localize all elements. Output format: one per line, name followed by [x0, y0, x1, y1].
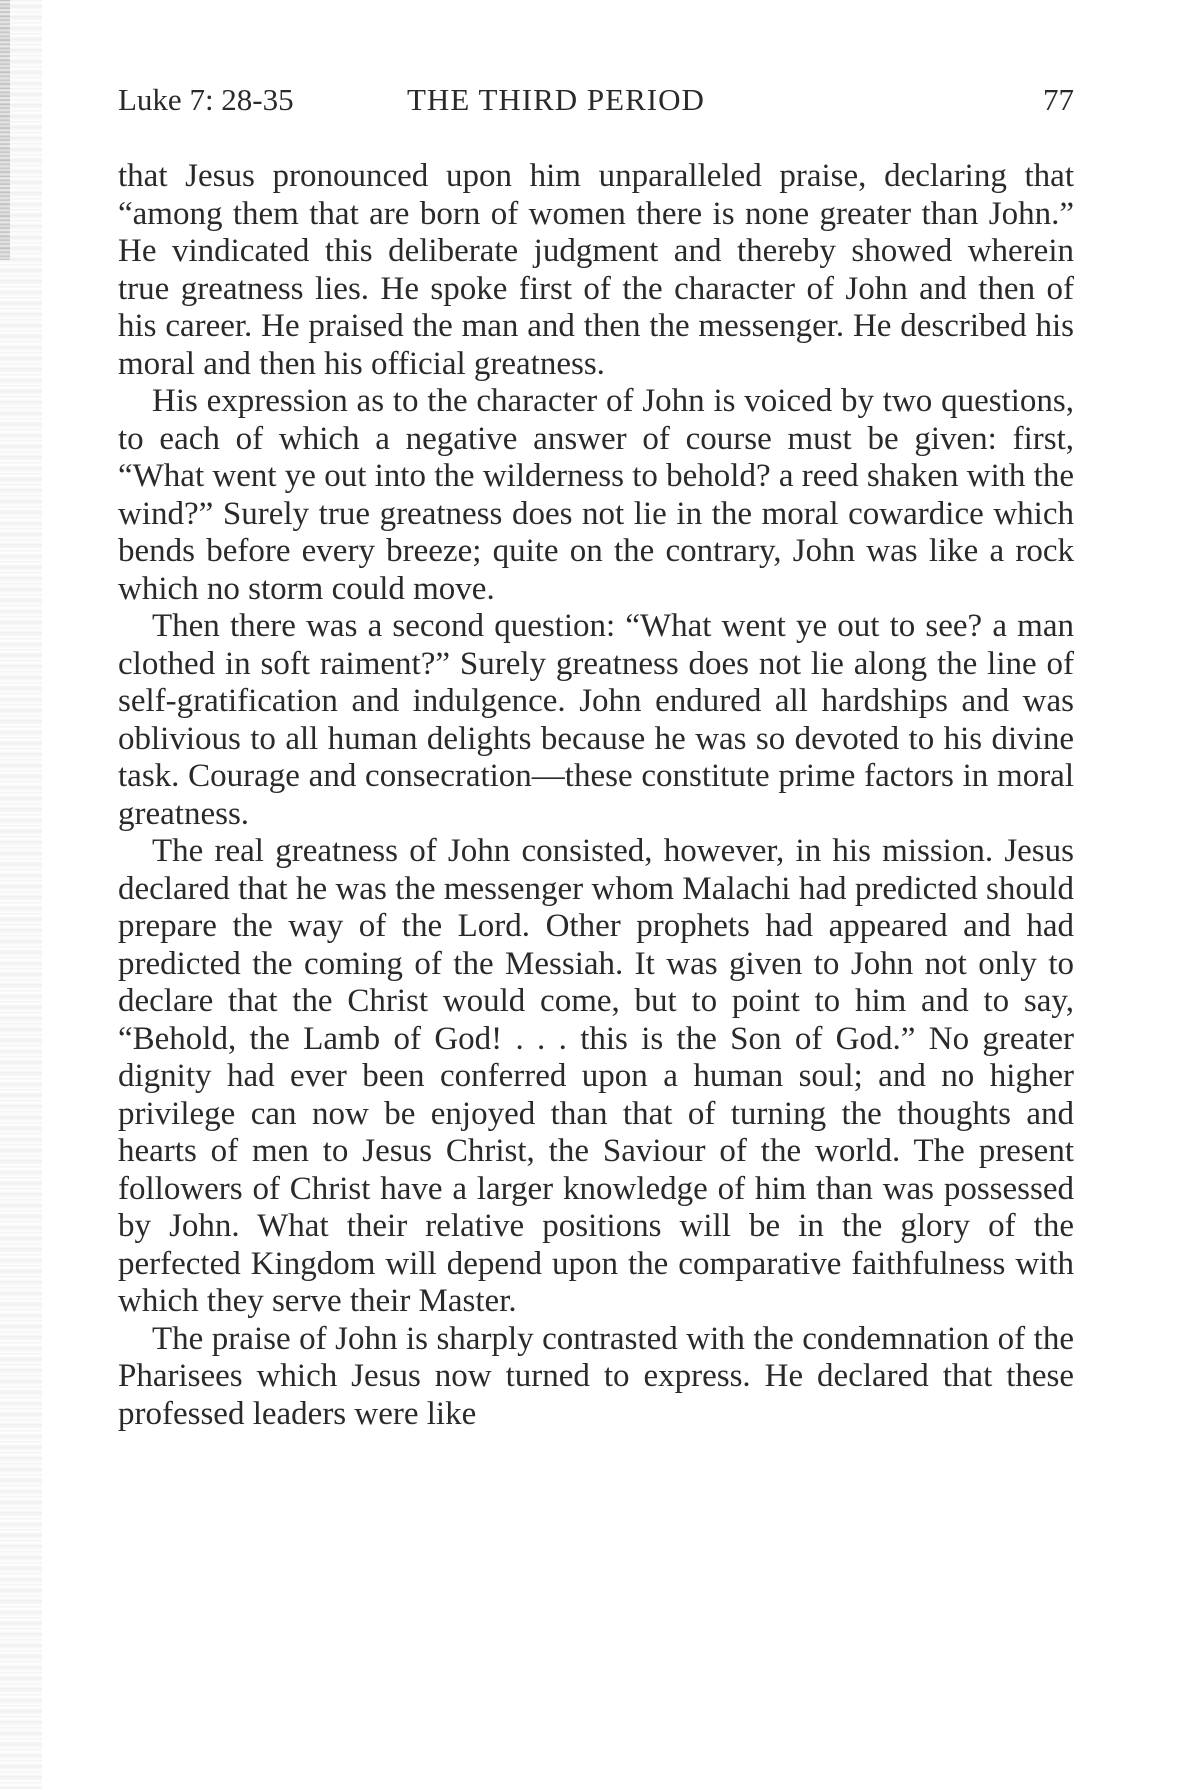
- paragraph: The praise of John is sharply contrasted with the condemnation of the Pharisees which Jesus now turned to express. He declared that these professed leaders were like: [118, 1320, 1074, 1432]
- scripture-reference: Luke 7: 28-35: [118, 82, 294, 117]
- running-head: [118, 80, 1074, 120]
- paragraph: His expression as to the character of John is voiced by two questions, to each of which a negative answer of course must be given: first, “What went ye out into the wilderness to behold? a reed shaken with the wind?” Surely true greatness does not lie in the moral cowardice which bends before every breeze; quite on the contrary, John was like a rock which no storm could move.: [118, 383, 1074, 607]
- paragraph: Then there was a second question: “What went ye out to see? a man clothed in soft raiment?” Surely greatness does not lie along the line of self-gratification and indulgence. John endured all hardships and was oblivious to all human delights because he was so devoted to his divine task. Courage and consecration—these constitute prime factors in moral greatness.: [118, 608, 1074, 832]
- scanned-page-edge: [0, 0, 42, 1789]
- page-number: 77: [1043, 82, 1074, 117]
- paragraph: The real greatness of John consisted, however, in his mission. Jesus declared that he was the messenger whom Malachi had predicted should prepare the way of the Lord. Other prophets had appeared and had predicted the coming of the Messiah. It was given to John not only to declare that the Christ would come, but to point to him and to say, “Behold, the Lamb of God! . . . this is the Son of God.” No greater dignity had ever been conferred upon a human soul; and no higher privilege can now be enjoyed than that of turning the thoughts and hearts of men to Jesus Christ, the Saviour of the world. The present followers of Christ have a larger knowledge of him than was possessed by John. What their relative positions will be in the glory of the perfected Kingdom will depend upon the comparative faithfulness with which they serve their Master.: [118, 833, 1074, 1319]
- paragraph-continued: that Jesus pronounced upon him unparalleled praise, declaring that “among them that are born of women there is none greater than John.” He vindicated this deliberate judgment and thereby showed wherein true greatness lies. He spoke first of the character of John and then of his career. He praised the man and then the messenger. He described his moral and then his official greatness.: [118, 158, 1074, 382]
- body-text: [118, 158, 1074, 1433]
- chapter-title: THE THIRD PERIOD: [407, 82, 705, 117]
